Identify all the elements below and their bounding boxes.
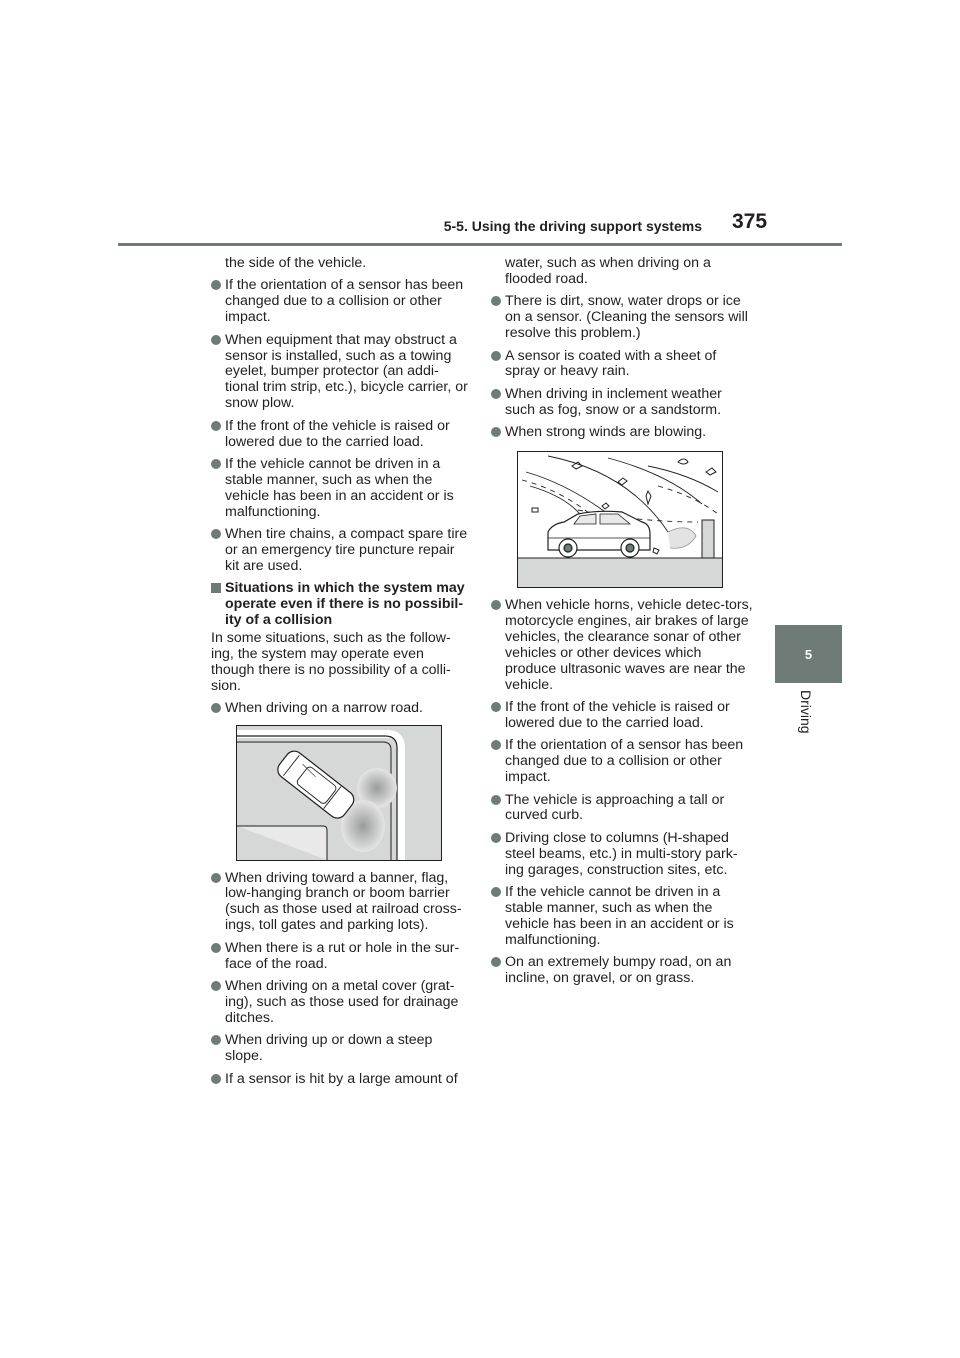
bullet-icon xyxy=(211,459,221,469)
list-item-text: If the front of the vehicle is raised or lowered due to the carried load. xyxy=(505,699,730,731)
list-item-text: When equipment that may obstruct a sensor is installed, such as a towing eyelet, bumper protector (an addi-tional trim strip, etc.), bicycle carrier, or snow plow. xyxy=(225,331,468,412)
square-bullet-icon xyxy=(211,583,221,593)
bullet-icon xyxy=(491,600,501,610)
bullet-icon xyxy=(211,981,221,991)
list-item xyxy=(491,831,753,879)
bullet-icon xyxy=(491,351,501,361)
list-item xyxy=(211,278,471,326)
header-rule xyxy=(118,243,842,246)
list-item-text: If the vehicle cannot be driven in a stable manner, such as when the vehicle has been in an accident or is malfunctioning. xyxy=(225,455,454,520)
list-item-text: There is dirt, snow, water drops or ice on a sensor. (Cleaning the sensors will resolve this problem.) xyxy=(505,293,748,342)
list-item-text: When strong winds are blowing. xyxy=(505,424,707,441)
section-heading-text: Situations in which the system may operate even if there is no possibil-ity of a collision xyxy=(225,580,465,629)
list-item xyxy=(211,333,471,413)
list-item-text: When driving on a narrow road. xyxy=(225,699,423,716)
strong-wind-drawing xyxy=(518,452,722,587)
bullet-icon xyxy=(491,296,501,306)
list-item xyxy=(211,457,471,521)
list-item-text: When driving up or down a steep slope. xyxy=(225,1032,433,1065)
list-item-text: When vehicle horns, vehicle detec-tors, motorcycle engines, air brakes of large vehicles, the clearance sonar of other vehicles or other devices which produce ultrasonic waves are near the vehicle. xyxy=(505,597,753,693)
list-item-text: When driving in inclement weather such as fog, snow or a sandstorm. xyxy=(505,385,722,418)
section-intro: In some situations, such as the follow-ing, the system may operate even though there is no possibility of a colli-sion. xyxy=(211,630,451,694)
bullet-icon xyxy=(211,421,221,431)
list-item xyxy=(211,979,471,1027)
list-item-text: Driving close to columns (H-shaped steel beams, etc.) in multi-story park-ing garages, construction sites, etc. xyxy=(505,829,738,878)
list-item-text: On an extremely bumpy road, on an incline, on gravel, or on grass. xyxy=(505,954,732,987)
continuation-text: water, such as when driving on a flooded road. xyxy=(505,255,711,287)
bullet-icon xyxy=(211,943,221,953)
list-item-text: When driving on a metal cover (grat-ing), such as those used for drainage ditches. xyxy=(225,978,459,1026)
list-item-text: A sensor is coated with a sheet of spray or heavy rain. xyxy=(505,347,717,380)
bullet-icon xyxy=(491,702,501,712)
bullet-icon xyxy=(211,335,221,345)
chapter-tab[interactable] xyxy=(775,625,842,683)
list-item xyxy=(211,941,471,973)
chapter-label xyxy=(798,690,816,770)
bullet-icon xyxy=(491,795,501,805)
bullet-icon xyxy=(491,389,501,399)
narrow-road-illustration xyxy=(236,725,442,861)
list-item-text: If a sensor is hit by a large amount of xyxy=(225,1070,458,1087)
list-item xyxy=(211,1072,471,1088)
list-item xyxy=(491,294,753,342)
list-item xyxy=(211,701,471,717)
list-item-text: The vehicle is approaching a tall or curved curb. xyxy=(505,791,725,824)
bullet-icon xyxy=(211,280,221,290)
section-heading xyxy=(211,581,471,629)
list-item xyxy=(491,885,753,949)
bullet-icon xyxy=(491,427,501,437)
list-item xyxy=(211,527,471,575)
list-item xyxy=(491,955,753,987)
list-item xyxy=(491,598,753,693)
bullet-icon xyxy=(211,873,221,883)
list-item-text: If the front of the vehicle is raised or lowered due to the carried load. xyxy=(225,417,450,450)
strong-wind-illustration xyxy=(517,451,723,588)
list-item-text: If the orientation of a sensor has been changed due to a collision or other impact. xyxy=(225,277,464,326)
list-item-text: When tire chains, a compact spare tire or an emergency tire puncture repair kit are used. xyxy=(225,526,468,574)
bullet-icon xyxy=(491,833,501,843)
list-item-text: When driving toward a banner, flag, low-hanging branch or boom barrier (such as those used at railroad cross-ings, toll gates and parking lots). xyxy=(225,869,462,934)
right-column xyxy=(491,256,753,994)
bullet-icon xyxy=(211,1074,221,1084)
bullet-icon xyxy=(491,957,501,967)
narrow-road-drawing xyxy=(237,726,441,860)
list-item-text: If the orientation of a sensor has been changed due to a collision or other impact. xyxy=(505,737,744,786)
bullet-icon xyxy=(211,1035,221,1045)
list-item-text: When there is a rut or hole in the sur-face of the road. xyxy=(225,939,460,972)
list-item xyxy=(491,700,753,732)
bullet-icon xyxy=(211,529,221,539)
list-item xyxy=(491,387,753,419)
left-column xyxy=(211,256,471,1094)
list-item-text: If the vehicle cannot be driven in a stable manner, such as when the vehicle has been in an accident or is malfunctioning. xyxy=(505,884,734,948)
chapter-number: 5 xyxy=(804,646,813,662)
intro-continuation: the side of the vehicle. xyxy=(225,255,367,271)
chapter-label-text: Driving xyxy=(798,690,814,734)
list-item xyxy=(491,793,753,825)
list-item xyxy=(211,871,471,935)
list-item xyxy=(211,1033,471,1065)
list-item xyxy=(211,419,471,451)
bullet-icon xyxy=(491,887,501,897)
list-item xyxy=(491,425,753,441)
bullet-icon xyxy=(491,740,501,750)
page-number: 375 xyxy=(732,210,768,233)
list-item xyxy=(491,738,753,786)
section-title: 5-5. Using the driving support systems xyxy=(443,218,702,234)
bullet-icon xyxy=(211,703,221,713)
list-item xyxy=(491,349,753,381)
